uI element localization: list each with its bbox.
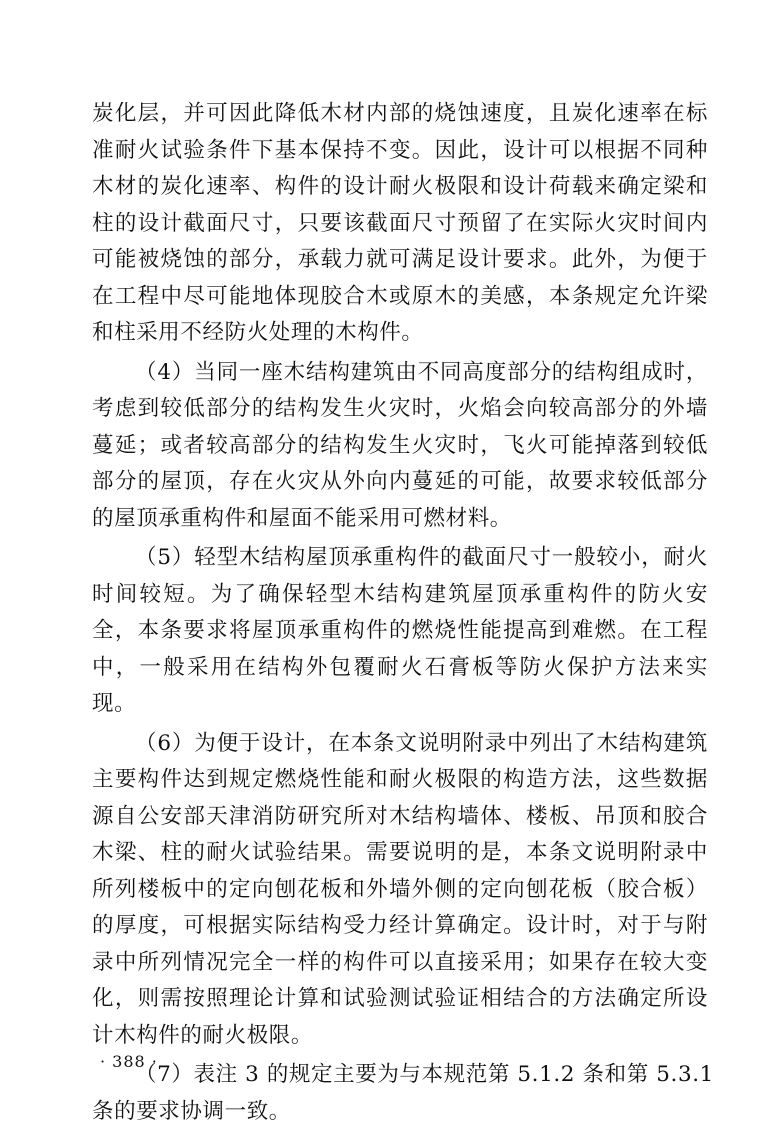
paragraph-2 <box>92 355 708 538</box>
text-line: 和柱采用不经防火处理的木构件。 <box>92 315 708 352</box>
text-line: 计木构件的耐火极限。 <box>92 1018 708 1055</box>
paragraph-5 <box>92 1057 708 1130</box>
text-line: （6）为便于设计，在本条文说明附录中列出了木结构建筑 <box>92 726 708 763</box>
text-line: 条的要求协调一致。 <box>92 1094 708 1130</box>
text-line: （4）当同一座木结构建筑由不同高度部分的结构组成时， <box>92 355 708 392</box>
text-line: 源自公安部天津消防研究所对木结构墙体、楼板、吊顶和胶合 <box>92 799 708 836</box>
text-line: 的屋顶承重构件和屋面不能采用可燃材料。 <box>92 501 708 538</box>
text-line: 的厚度，可根据实际结构受力经计算确定。设计时，对于与附 <box>92 908 708 945</box>
text-line: 蔓延；或者较高部分的结构发生火灾时，飞火可能掉落到较低 <box>92 428 708 465</box>
paragraph-3 <box>92 540 708 723</box>
page-number: · 388 · <box>100 1052 158 1071</box>
text-line: 准耐火试验条件下基本保持不变。因此，设计可以根据不同种 <box>92 133 708 170</box>
text-line: 木材的炭化速率、构件的设计耐火极限和设计荷载来确定梁和 <box>92 169 708 206</box>
text-line: （7）表注 3 的规定主要为与本规范第 5.1.2 条和第 5.3.1 <box>92 1057 708 1094</box>
text-line: 全，本条要求将屋顶承重构件的燃烧性能提高到难燃。在工程 <box>92 613 708 650</box>
text-line: 时间较短。为了确保轻型木结构建筑屋顶承重构件的防火安 <box>92 577 708 614</box>
paragraph-4 <box>92 726 708 1055</box>
text-line: 炭化层，并可因此降低木材内部的烧蚀速度，且炭化速率在标 <box>92 96 708 133</box>
text-line: 化，则需按照理论计算和试验测试验证相结合的方法确定所设 <box>92 981 708 1018</box>
text-line: 主要构件达到规定燃烧性能和耐火极限的构造方法，这些数据 <box>92 762 708 799</box>
text-line: 中，一般采用在结构外包覆耐火石膏板等防火保护方法来实 <box>92 650 708 687</box>
text-line: 在工程中尽可能地体现胶合木或原木的美感，本条规定允许梁 <box>92 279 708 316</box>
text-line: 可能被烧蚀的部分，承载力就可满足设计要求。此外，为便于 <box>92 242 708 279</box>
text-line: （5）轻型木结构屋顶承重构件的截面尺寸一般较小，耐火 <box>92 540 708 577</box>
text-line: 柱的设计截面尺寸，只要该截面尺寸预留了在实际火灾时间内 <box>92 206 708 243</box>
text-line: 考虑到较低部分的结构发生火灾时，火焰会向较高部分的外墙 <box>92 391 708 428</box>
text-line: 部分的屋顶，存在火灾从外向内蔓延的可能，故要求较低部分 <box>92 464 708 501</box>
body-text <box>92 96 708 1130</box>
text-line: 录中所列情况完全一样的构件可以直接采用；如果存在较大变 <box>92 945 708 982</box>
text-line: 所列楼板中的定向刨花板和外墙外侧的定向刨花板（胶合板） <box>92 872 708 909</box>
text-line: 现。 <box>92 686 708 723</box>
text-line: 木梁、柱的耐火试验结果。需要说明的是，本条文说明附录中 <box>92 835 708 872</box>
paragraph-1 <box>92 96 708 352</box>
